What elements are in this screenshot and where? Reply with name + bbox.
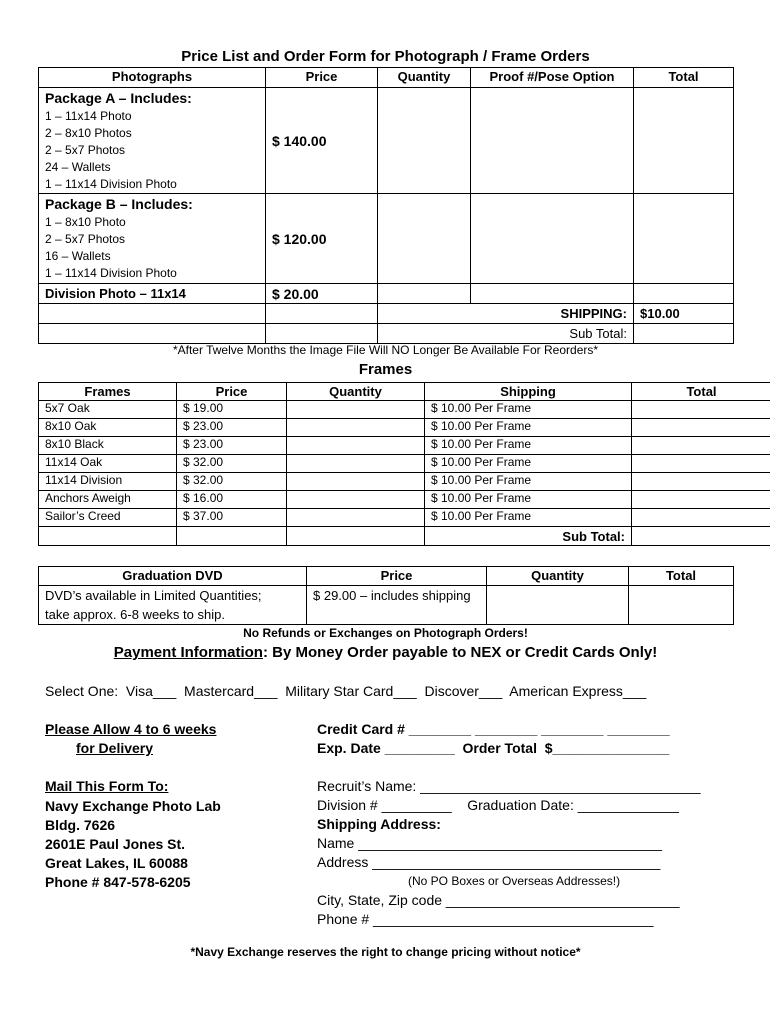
frame-shipping: $ 10.00 Per Frame [425, 437, 632, 455]
table-row [39, 455, 770, 473]
mail-line: Navy Exchange Photo Lab [45, 798, 221, 814]
frame-shipping: $ 10.00 Per Frame [425, 473, 632, 491]
package-a-row [39, 88, 734, 194]
photographs-table [38, 67, 734, 344]
shipping-label: SHIPPING: [378, 304, 634, 324]
list-item: 16 – Wallets [45, 249, 111, 263]
exp-date-order-total-field[interactable]: Exp. Date _________ Order Total $_______________ [317, 740, 670, 756]
list-item: 1 – 11x14 Division Photo [45, 177, 177, 191]
package-a-quantity-cell[interactable] [378, 88, 471, 194]
list-item: 2 – 5x7 Photos [45, 232, 126, 246]
mail-heading: Mail This Form To: [45, 778, 169, 794]
page-title: Price List and Order Form for Photograph / Frame Orders [181, 48, 590, 65]
ship-name-field[interactable]: Name _______________________________________ [317, 835, 662, 851]
frame-name: 11x14 Division [39, 473, 177, 491]
table-row [39, 437, 770, 455]
dvd-quantity-cell[interactable] [487, 586, 629, 625]
frame-name: 5x7 Oak [39, 401, 177, 419]
frame-price: $ 19.00 [177, 401, 287, 419]
mail-address [45, 797, 221, 892]
col-header-frames: Frames [39, 383, 177, 401]
frame-name: 8x10 Oak [39, 419, 177, 437]
frame-quantity-cell[interactable] [287, 491, 425, 509]
shipping-value: $10.00 [634, 304, 734, 324]
division-quantity-cell[interactable] [378, 284, 471, 304]
frame-name: Anchors Aweigh [39, 491, 177, 509]
col-header-frame-total: Total [632, 383, 770, 401]
frame-total-cell[interactable] [632, 419, 770, 437]
recruit-name-field[interactable]: Recruit’s Name: ____________________________________ [317, 778, 701, 794]
frame-total-cell[interactable] [632, 473, 770, 491]
photo-subtotal-row [39, 324, 734, 344]
frame-price: $ 23.00 [177, 437, 287, 455]
frame-name: Sailor’s Creed [39, 509, 177, 527]
col-header-price: Price [266, 68, 378, 88]
dvd-total-cell[interactable] [629, 586, 734, 625]
frame-price: $ 32.00 [177, 455, 287, 473]
payment-heading [38, 644, 733, 661]
frame-shipping: $ 10.00 Per Frame [425, 419, 632, 437]
mail-line: Great Lakes, IL 60088 [45, 855, 188, 871]
frame-quantity-cell[interactable] [287, 473, 425, 491]
table-row [39, 491, 770, 509]
division-graduation-field[interactable]: Division # _________ Graduation Date: _____________ [317, 797, 679, 813]
delivery-note-line2: for Delivery [76, 740, 154, 756]
frame-total-cell[interactable] [632, 437, 770, 455]
frame-quantity-cell[interactable] [287, 509, 425, 527]
col-header-proof: Proof #/Pose Option [471, 68, 634, 88]
frame-quantity-cell[interactable] [287, 455, 425, 473]
shipping-row [39, 304, 734, 324]
package-a-price: $ 140.00 [266, 88, 378, 194]
list-item: 2 – 5x7 Photos [45, 143, 126, 157]
frame-quantity-cell[interactable] [287, 437, 425, 455]
frame-quantity-cell[interactable] [287, 401, 425, 419]
package-b-price: $ 120.00 [266, 194, 378, 284]
reorder-note: *After Twelve Months the Image File Will NO Longer Be Available For Reorders* [172, 343, 599, 357]
payment-label: Payment Information [113, 644, 263, 661]
division-photo-label: Division Photo – 11x14 [39, 284, 266, 304]
phone-field[interactable]: Phone # ____________________________________ [317, 911, 654, 927]
frame-price: $ 32.00 [177, 473, 287, 491]
dvd-description-line2: take approx. 6-8 weeks to ship. [45, 607, 225, 622]
division-proof-cell[interactable] [471, 284, 634, 304]
ship-address-field[interactable]: Address _____________________________________ [317, 854, 661, 870]
frames-table [38, 382, 770, 546]
mail-line: Bldg. 7626 [45, 817, 116, 833]
package-a-title: Package A – Includes: [45, 90, 192, 106]
frames-section-title: Frames [358, 361, 413, 378]
frame-name: 8x10 Black [39, 437, 177, 455]
col-header-quantity: Quantity [378, 68, 471, 88]
frame-total-cell[interactable] [632, 491, 770, 509]
list-item: 1 – 11x14 Division Photo [45, 266, 177, 280]
payment-text: : By Money Order payable to NEX or Credit Cards Only! [262, 644, 658, 661]
frame-price: $ 37.00 [177, 509, 287, 527]
frame-total-cell[interactable] [632, 455, 770, 473]
col-header-photographs: Photographs [39, 68, 266, 88]
list-item: 24 – Wallets [45, 160, 111, 174]
col-header-dvd-price: Price [307, 567, 487, 586]
package-a-proof-cell[interactable] [471, 88, 634, 194]
frame-quantity-cell[interactable] [287, 419, 425, 437]
dvd-table [38, 566, 734, 625]
division-total-cell[interactable] [634, 284, 734, 304]
frame-price: $ 16.00 [177, 491, 287, 509]
col-header-frame-quantity: Quantity [287, 383, 425, 401]
frames-subtotal-row [39, 527, 770, 546]
package-b-total-cell[interactable] [634, 194, 734, 284]
frames-subtotal-label: Sub Total: [425, 527, 632, 546]
frame-shipping: $ 10.00 Per Frame [425, 491, 632, 509]
no-refunds-note: No Refunds or Exchanges on Photograph Orders! [243, 626, 528, 640]
table-row [39, 473, 770, 491]
frame-shipping: $ 10.00 Per Frame [425, 509, 632, 527]
frame-total-cell[interactable] [632, 509, 770, 527]
frame-shipping: $ 10.00 Per Frame [425, 401, 632, 419]
card-select-line[interactable]: Select One: Visa___ Mastercard___ Military Star Card___ Discover___ American Express___ [45, 683, 647, 699]
division-photo-price: $ 20.00 [266, 284, 378, 304]
mail-line: Phone # 847-578-6205 [45, 874, 191, 890]
list-item: 1 – 11x14 Photo [45, 109, 132, 123]
col-header-dvd: Graduation DVD [39, 567, 307, 586]
col-header-dvd-quantity: Quantity [487, 567, 629, 586]
list-item: 1 – 8x10 Photo [45, 215, 126, 229]
pricing-disclaimer: *Navy Exchange reserves the right to change pricing without notice* [190, 945, 581, 959]
col-header-total: Total [634, 68, 734, 88]
credit-card-field[interactable]: Credit Card # ________ ________ ________ ________ [317, 721, 670, 737]
frames-subtotal-cell[interactable] [632, 527, 770, 546]
city-state-zip-field[interactable]: City, State, Zip code ______________________________ [317, 892, 680, 908]
division-photo-row [39, 284, 734, 304]
frame-name: 11x14 Oak [39, 455, 177, 473]
photo-subtotal-label: Sub Total: [378, 324, 634, 344]
dvd-description-line1: DVD’s available in Limited Quantities; [45, 588, 262, 603]
photo-subtotal-cell[interactable] [634, 324, 734, 344]
col-header-frame-shipping: Shipping [425, 383, 632, 401]
table-row [39, 419, 770, 437]
package-b-row [39, 194, 734, 284]
frame-shipping: $ 10.00 Per Frame [425, 455, 632, 473]
col-header-dvd-total: Total [629, 567, 734, 586]
shipping-address-heading: Shipping Address: [317, 816, 441, 832]
delivery-note-line1: Please Allow 4 to 6 weeks [45, 721, 217, 737]
dvd-row [39, 586, 734, 625]
package-b-proof-cell[interactable] [471, 194, 634, 284]
dvd-price: $ 29.00 – includes shipping [307, 586, 487, 625]
po-box-note: (No PO Boxes or Overseas Addresses!) [408, 874, 621, 888]
mail-line: 2601E Paul Jones St. [45, 836, 186, 852]
package-a-total-cell[interactable] [634, 88, 734, 194]
frame-price: $ 23.00 [177, 419, 287, 437]
table-row [39, 509, 770, 527]
package-b-title: Package B – Includes: [45, 196, 193, 212]
table-row [39, 401, 770, 419]
package-b-quantity-cell[interactable] [378, 194, 471, 284]
list-item: 2 – 8x10 Photos [45, 126, 132, 140]
col-header-frame-price: Price [177, 383, 287, 401]
frame-total-cell[interactable] [632, 401, 770, 419]
